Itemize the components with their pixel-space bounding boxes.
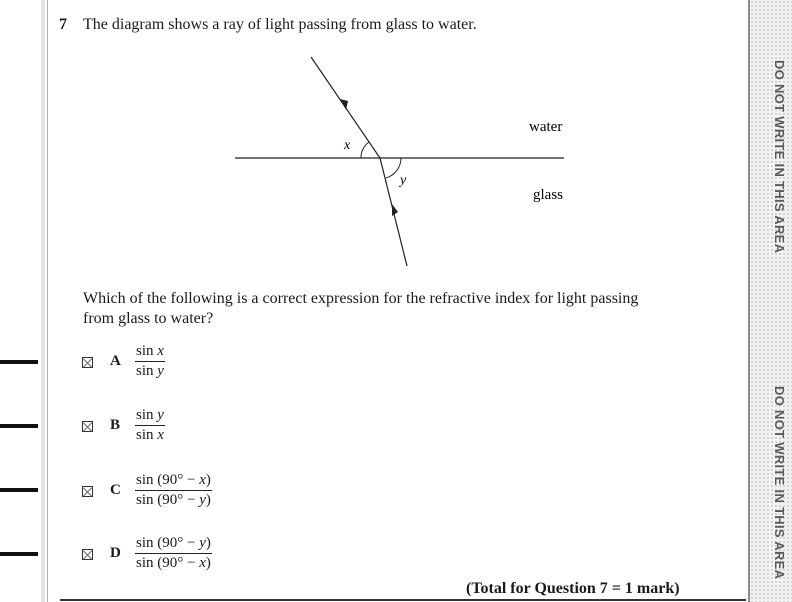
glass-label: glass [533, 187, 563, 203]
angle-y-label: y [400, 173, 407, 188]
margin-tick [0, 424, 38, 428]
numerator: sin (90° − y) [135, 535, 212, 554]
angle-x-arc [361, 142, 369, 158]
option-c-fraction [135, 472, 212, 509]
option-letter: C [110, 482, 121, 498]
numerator: sin (90° − x) [135, 472, 212, 491]
numerator: sin y [135, 407, 165, 426]
denominator: sin (90° − y) [136, 492, 211, 508]
left-margin [0, 0, 48, 602]
question-number: 7 [59, 16, 67, 33]
question-text: The diagram shows a ray of light passing from glass to water. [83, 16, 477, 33]
option-c-checkbox[interactable] [82, 486, 93, 497]
option-b-fraction [135, 407, 165, 444]
prompt-line: Which of the following is a correct expression for the refractive index for light passing [83, 290, 639, 307]
option-b-checkbox[interactable] [82, 421, 93, 432]
margin-tick [0, 360, 38, 364]
denominator: sin y [136, 363, 164, 379]
question-prompt [83, 289, 683, 329]
prompt-line: from glass to water? [83, 310, 214, 327]
option-letter: A [110, 353, 121, 369]
denominator: sin (90° − x) [136, 555, 211, 571]
left-margin-rule [41, 0, 45, 602]
option-letter: D [110, 545, 121, 561]
total-marks: (Total for Question 7 = 1 mark) [466, 580, 680, 597]
do-not-write-label: DO NOT WRITE IN THIS AREA [772, 386, 787, 580]
denominator: sin x [136, 427, 164, 443]
angle-x-label: x [344, 138, 351, 153]
margin-tick [0, 552, 38, 556]
option-letter: B [110, 417, 121, 433]
bottom-rule [60, 599, 746, 601]
option-a-checkbox[interactable] [82, 357, 93, 368]
angle-y-arc [386, 158, 401, 178]
numerator: sin x [135, 343, 165, 362]
refraction-diagram [220, 50, 580, 275]
margin-tick [0, 488, 38, 492]
ray-arrow-glass [392, 204, 398, 216]
water-label: water [529, 119, 563, 135]
option-a-fraction [135, 343, 165, 380]
option-d-fraction [135, 535, 212, 572]
option-d-checkbox[interactable] [82, 549, 93, 560]
do-not-write-label: DO NOT WRITE IN THIS AREA [772, 60, 787, 254]
